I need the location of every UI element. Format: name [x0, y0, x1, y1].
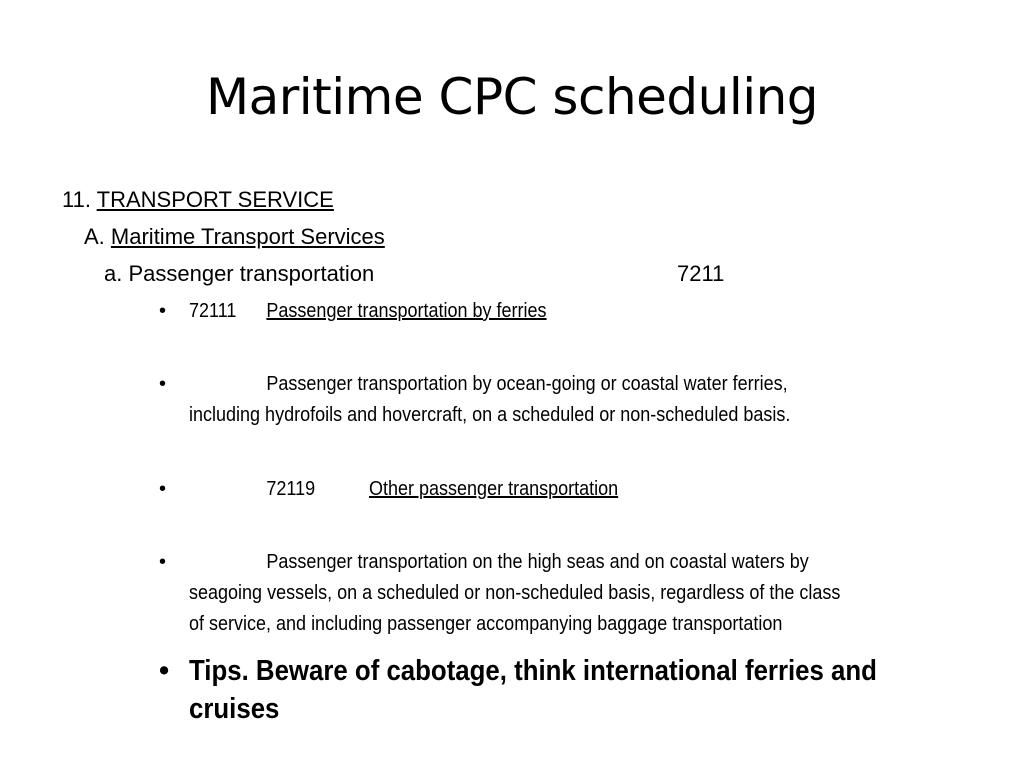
description-line: including hydrofoils and hovercraft, on a scheduled or non-scheduled basis. — [189, 404, 791, 426]
subsection-title: Maritime Transport Services — [110, 224, 385, 249]
bullet-marker: • — [159, 655, 170, 687]
bullet-code: 72111 — [189, 300, 237, 322]
section-title: TRANSPORT SERVICE — [96, 187, 334, 212]
bullet-title: Other passenger transportation — [369, 478, 619, 500]
item-label: a. Passenger transportation — [104, 261, 375, 286]
bullet-title: Passenger transportation by ferries — [266, 300, 547, 322]
tips-line: Tips. Beware of cabotage, think international ferries and — [189, 655, 877, 687]
item-code: 7211 — [677, 261, 725, 286]
bullet-marker: • — [159, 551, 167, 573]
description-line: Passenger transportation by ocean-going or coastal water ferries, — [266, 373, 788, 395]
bullet-marker: • — [159, 478, 167, 500]
description-line: seagoing vessels, on a scheduled or non-scheduled basis, regardless of the class — [189, 582, 841, 604]
subsection-letter: A. — [84, 224, 105, 249]
description-line: Passenger transportation on the high seas and on coastal waters by — [266, 551, 809, 573]
bullet-item-72111 — [189, 296, 909, 327]
subsection-heading — [84, 223, 385, 251]
description-line: of service, and including passenger accompanying baggage transportation — [189, 613, 783, 635]
tips-line: cruises — [189, 693, 280, 725]
section-number: 11. — [62, 187, 91, 212]
tips-text — [189, 652, 963, 728]
slide-title: Maritime CPC scheduling — [205, 68, 819, 126]
bullet-code: 72119 — [266, 478, 316, 500]
bullet-marker: • — [159, 373, 167, 395]
bullet-marker: • — [159, 300, 167, 322]
bullet-item-other-description — [189, 547, 909, 640]
bullet-item-ferries-description — [189, 369, 909, 431]
section-heading — [62, 186, 334, 214]
